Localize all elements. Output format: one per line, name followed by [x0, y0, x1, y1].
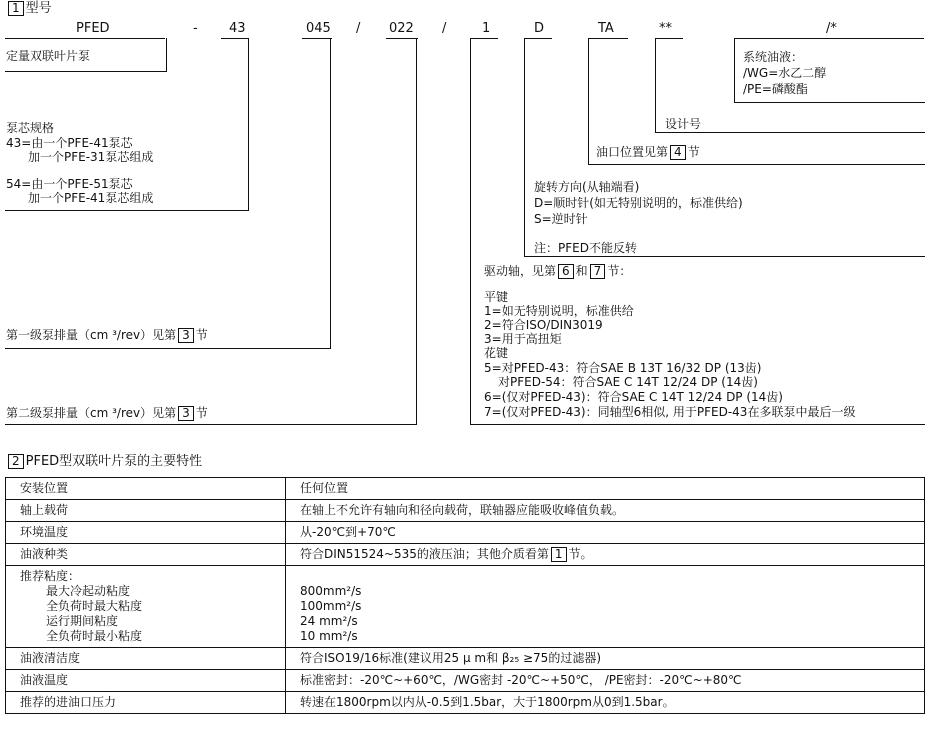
row-key: 安装位置: [6, 478, 286, 500]
key-option-2: 2=符合ISO/DIN3019: [484, 318, 603, 332]
row-value: 符合ISO19/16标准(建议用25 μ m和 β₂₅ ≥75的过滤器): [286, 648, 925, 670]
code-underline: [470, 38, 498, 39]
viscosity-value: 100mm²/s: [300, 599, 362, 613]
shaft-text-b: 节：: [607, 264, 632, 278]
leader-line: [524, 256, 925, 257]
fluid-title: 系统油液：: [743, 50, 804, 64]
table-row: [6, 692, 925, 714]
cartridge-54-line2: 加一个PFE-41泵芯组成: [28, 191, 154, 205]
row-key: [6, 566, 286, 648]
viscosity-key: 全负荷时最小粘度: [46, 629, 143, 643]
spec-table: [5, 477, 925, 714]
cartridge-43-line2: 加一个PFE-31泵芯组成: [28, 150, 154, 164]
section-title: PFED型双联叶片泵的主要特性: [25, 454, 203, 469]
row-value: [286, 566, 925, 648]
code-underline: [386, 38, 418, 39]
code-022: 022: [389, 21, 414, 36]
section-ref: 6: [558, 264, 574, 279]
rotation-s: S=逆时针: [534, 212, 588, 226]
section-number: 1: [8, 1, 24, 16]
value-text: 符合DIN51524~535的液压油；其他介质看第: [300, 547, 549, 561]
port-position-label: [596, 145, 700, 160]
section-ref: 1: [551, 547, 567, 562]
viscosity-value: 800mm²/s: [300, 584, 362, 598]
code-underline: [221, 38, 249, 39]
cartridge-title: 泵芯规格: [6, 121, 55, 135]
code-underline: [302, 38, 332, 39]
second-disp-suffix: 节: [195, 406, 208, 420]
leader-line: [470, 424, 925, 425]
code-slash: /: [356, 21, 361, 36]
table-row: [6, 544, 925, 566]
first-disp-suffix: 节: [195, 328, 208, 342]
row-value: 标准密封：-20℃~+60℃，/WG密封 -20℃~+50℃， /PE密封：-20℃~+80℃: [286, 670, 925, 692]
table-row: [6, 670, 925, 692]
code-ta: TA: [598, 21, 614, 36]
code-43: 43: [229, 21, 246, 36]
rotation-d: D=顺时针(如无特别说明的，标准供给): [534, 196, 743, 210]
second-disp-text: 第二级泵排量（cm ³/rev）见第: [6, 406, 177, 420]
spline-option-5b: 对PFED-54：符合SAE C 14T 12/24 DP (14齿): [498, 375, 758, 389]
code-underline: [524, 38, 552, 39]
section-ref: 3: [178, 328, 194, 343]
row-key: 油液清洁度: [6, 648, 286, 670]
code-dash: -: [193, 21, 198, 36]
shaft-text-mid: 和: [575, 264, 588, 278]
spacer: [300, 569, 910, 584]
leader-line: [5, 348, 331, 349]
row-key: 环境温度: [6, 522, 286, 544]
key-option-1: 1=如无特别说明，标准供给: [484, 304, 634, 318]
port-pos-text: 油口位置见第: [596, 145, 669, 159]
fluid-wg: /WG=水乙二醇: [743, 66, 827, 80]
code-underline: [734, 38, 924, 39]
first-stage-displacement: [6, 328, 208, 343]
code-underline: [5, 38, 165, 39]
design-number-label: 设计号: [665, 117, 702, 131]
row-value: [286, 544, 925, 566]
leader-line: [330, 38, 331, 349]
port-pos-suffix: 节: [687, 145, 700, 159]
table-row: [6, 500, 925, 522]
leader-line: [588, 38, 589, 165]
code-slash: /: [442, 21, 447, 36]
leader-line: [5, 210, 249, 211]
key-option-3: 3=用于高扭矩: [484, 332, 562, 346]
section-number: 2: [8, 454, 24, 469]
row-key: 推荐的进油口压力: [6, 692, 286, 714]
code-underline: [655, 38, 683, 39]
spline-option-7: 7=(仅对PFED-43)：同轴型6相似, 用于PFED-43在多联泵中最后一级: [484, 405, 856, 419]
section-ref: 7: [590, 264, 606, 279]
row-value: 转速在1800rpm以内从-0.5到1.5bar，大于1800rpm从0到1.5bar。: [286, 692, 925, 714]
spline-title: 花键: [484, 346, 509, 360]
first-disp-text: 第一级泵排量（cm ³/rev）见第: [6, 328, 177, 342]
code-design: **: [659, 21, 672, 36]
key-title: 平键: [484, 290, 509, 304]
shaft-label: [484, 264, 631, 279]
rotation-title: 旋转方向(从轴端看): [534, 180, 640, 194]
row-key: 轴上载荷: [6, 500, 286, 522]
section-ref: 4: [670, 145, 686, 160]
viscosity-value: 10 mm²/s: [300, 629, 358, 643]
spline-option-6: 6=(仅对PFED-43)：符合SAE C 14T 12/24 DP (14齿): [484, 390, 783, 404]
table-row: [6, 522, 925, 544]
section-title: 型号: [25, 1, 52, 16]
viscosity-value: 24 mm²/s: [300, 614, 358, 628]
code-1: 1: [482, 21, 491, 36]
table-row: [6, 566, 925, 648]
leader-line: [470, 38, 471, 425]
leader-line: [524, 38, 525, 257]
code-underline: [588, 38, 628, 39]
code-fluid: /*: [826, 21, 837, 36]
code-d: D: [534, 21, 545, 36]
row-key: 油液温度: [6, 670, 286, 692]
shaft-text-a: 驱动轴，见第: [484, 264, 557, 278]
viscosity-key: 全负荷时最大粘度: [46, 599, 143, 613]
leader-line: [5, 71, 167, 72]
leader-line: [416, 38, 417, 425]
leader-line: [655, 132, 925, 133]
code-pfed: PFED: [76, 21, 110, 36]
section-ref: 3: [178, 406, 194, 421]
rotation-note: 注：PFED不能反转: [534, 241, 637, 255]
leader-line: [5, 424, 417, 425]
viscosity-key: 运行期间粘度: [46, 614, 119, 628]
second-stage-displacement: [6, 406, 208, 421]
table-row: [6, 648, 925, 670]
leader-line: [248, 38, 249, 211]
viscosity-title: 推荐粘度：: [20, 569, 81, 583]
leader-line: [166, 38, 167, 71]
row-value: 在轴上不允许有轴向和径向载荷，联轴器应能吸收峰值负载。: [286, 500, 925, 522]
table-row: [6, 478, 925, 500]
fluid-pe: /PE=磷酸酯: [743, 82, 808, 96]
leader-line: [734, 102, 925, 103]
section-2-header: [6, 454, 202, 470]
value-suffix: 节。: [568, 547, 593, 561]
row-value: 从-20℃到+70℃: [286, 522, 925, 544]
leader-line: [588, 164, 925, 165]
viscosity-key: 最大冷起动粘度: [46, 584, 131, 598]
leader-line: [734, 38, 735, 103]
double-pump-label: 定量双联叶片泵: [6, 49, 91, 63]
row-key: 油液种类: [6, 544, 286, 566]
spline-option-5a: 5=对PFED-43：符合SAE B 13T 16/32 DP (13齿): [484, 361, 762, 375]
leader-line: [655, 38, 656, 133]
section-1-header: [6, 1, 52, 17]
cartridge-43-line1: 43=由一个PFE-41泵芯: [6, 136, 133, 150]
cartridge-54-line1: 54=由一个PFE-51泵芯: [6, 177, 133, 191]
code-045: 045: [306, 21, 331, 36]
row-value: 任何位置: [286, 478, 925, 500]
